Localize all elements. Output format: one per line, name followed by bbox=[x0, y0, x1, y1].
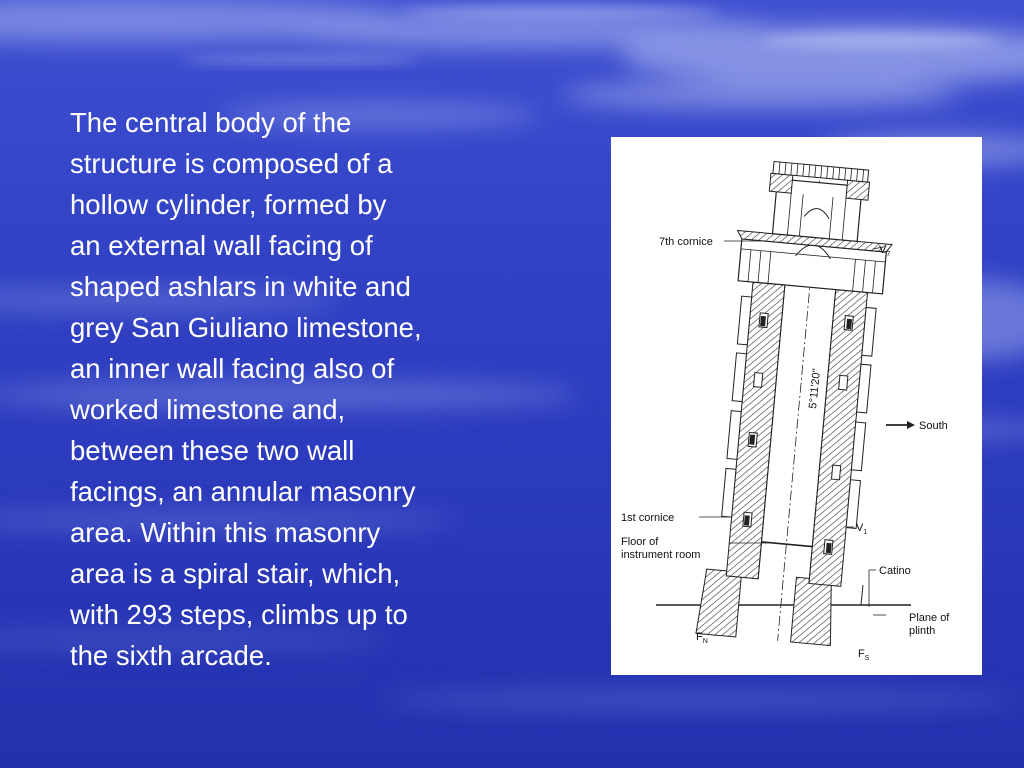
seventh-cornice-label: 7th cornice bbox=[659, 236, 713, 248]
tower-section-drawing bbox=[611, 137, 982, 675]
v7-label: $V_7$ bbox=[879, 244, 891, 258]
first-cornice-label: 1st cornice bbox=[621, 512, 675, 524]
floor-label-line2: instrument room bbox=[621, 549, 701, 561]
fn-label: $F_N$ bbox=[696, 631, 708, 645]
lean-angle-label: 5°11'20" bbox=[807, 368, 824, 410]
floor-label-line1: Floor of bbox=[621, 536, 659, 548]
v1-label: $V_1$ bbox=[856, 522, 868, 536]
catino-label: Catino bbox=[879, 565, 911, 577]
south-label: South bbox=[919, 420, 948, 432]
plane-of-plinth-line2: plinth bbox=[909, 625, 936, 637]
ground-line bbox=[656, 585, 911, 605]
slide-body-text: The central body of the structure is composed of a hollow cylinder, formed by an external wall facing of shaped ashlars in white and grey San Giuliano limestone, an inner wall facing also of worked limestone and, between these two wall facings, an annular masonry area. Within this masonry area is a spiral stair, which, with 293 steps, climbs up to the sixth arcade. bbox=[70, 107, 422, 671]
plane-of-plinth-line1: Plane of bbox=[909, 612, 950, 624]
tower-body bbox=[696, 158, 899, 648]
south-arrow-icon bbox=[886, 421, 915, 429]
tower-section-diagram bbox=[611, 137, 982, 675]
fs-label: $F_S$ bbox=[858, 648, 870, 662]
